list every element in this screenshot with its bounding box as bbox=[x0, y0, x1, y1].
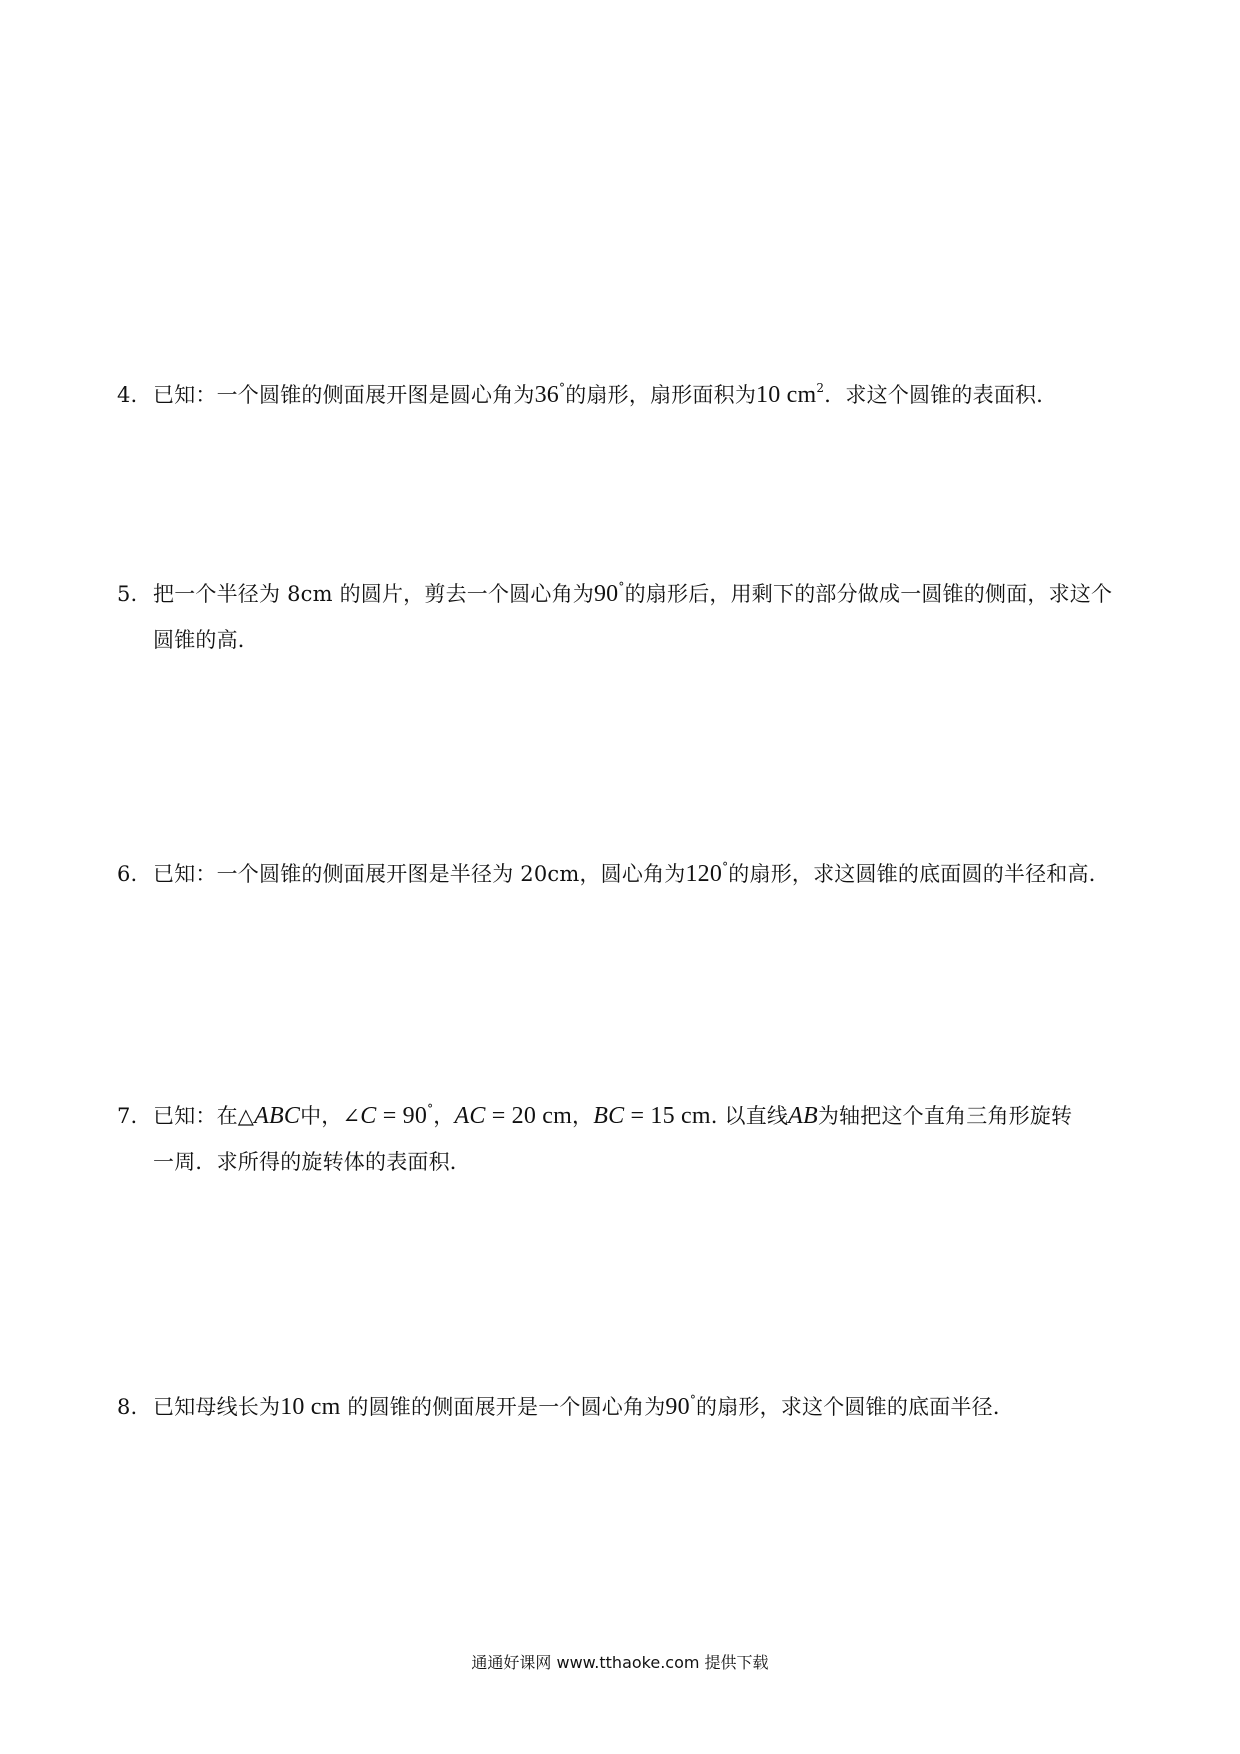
problem-text: 中，∠ bbox=[300, 1104, 361, 1128]
problem-number: 7. bbox=[117, 1104, 138, 1128]
problem-7-line-2: 一周．求所得的旋转体的表面积． bbox=[153, 1150, 471, 1174]
problem-4-line-1 bbox=[117, 372, 1137, 418]
problem-number: 5. bbox=[117, 582, 138, 606]
bc-equation: = 15 cm bbox=[624, 1103, 711, 1129]
unit: cm bbox=[786, 382, 817, 408]
angle-value: 120 bbox=[685, 861, 723, 887]
problem-text: 已知：在△ bbox=[153, 1104, 255, 1128]
problem-text: 的圆锥的侧面展开是一个圆心角为 bbox=[340, 1395, 666, 1419]
problem-text: 的扇形，求这圆锥的底面圆的半径和高． bbox=[728, 862, 1110, 886]
problem-5-line-2: 圆锥的高． bbox=[153, 628, 259, 652]
degree-sign: ° bbox=[689, 1393, 697, 1407]
problem-text: 的扇形，扇形面积为 bbox=[565, 383, 757, 407]
problem-text: ， bbox=[572, 1104, 594, 1128]
segment-bc: BC bbox=[593, 1103, 625, 1129]
angle-value: 90 bbox=[593, 581, 619, 607]
problem-8 bbox=[117, 1384, 1137, 1430]
problem-text: 已知母线长为 bbox=[153, 1395, 281, 1419]
degree-sign: ° bbox=[618, 580, 625, 594]
problem-4 bbox=[117, 372, 1137, 418]
problem-text: ， bbox=[433, 1104, 455, 1128]
segment-ab: AB bbox=[788, 1103, 818, 1129]
degree-sign: ° bbox=[559, 381, 566, 395]
problem-number: 4. bbox=[117, 383, 138, 407]
ac-equation: = 20 cm bbox=[485, 1103, 573, 1129]
problem-text: ．求这个圆锥的表面积． bbox=[824, 383, 1058, 407]
problem-6-line-1 bbox=[117, 851, 1137, 897]
square-exponent: 2 bbox=[816, 381, 825, 395]
segment-ac: AC bbox=[454, 1103, 486, 1129]
problem-text: 为轴把这个直角三角形旋转 bbox=[817, 1104, 1073, 1128]
problem-7-line-1 bbox=[117, 1093, 1137, 1139]
triangle-label: ABC bbox=[254, 1103, 301, 1129]
problem-8-line-1 bbox=[117, 1384, 1137, 1430]
area-value: 10 bbox=[756, 382, 781, 408]
problem-text: 的扇形，求这个圆锥的底面半径． bbox=[696, 1395, 1015, 1419]
problem-number: 8. bbox=[117, 1395, 138, 1419]
degree-sign: ° bbox=[722, 860, 729, 874]
problem-number: 6. bbox=[117, 862, 138, 886]
problem-text: 把一个半径为 8cm 的圆片，剪去一个圆心角为 bbox=[153, 582, 594, 606]
angle-equation: = 90 bbox=[376, 1103, 428, 1129]
problem-text: 已知：一个圆锥的侧面展开图是圆心角为 bbox=[153, 383, 535, 407]
download-footer: 通通好课网 www.tthaoke.com 提供下载 bbox=[471, 1653, 769, 1672]
problem-text: 的扇形后，用剩下的部分做成一圆锥的侧面，求这个 bbox=[624, 582, 1113, 606]
length-value: 10 cm bbox=[280, 1394, 341, 1420]
angle-value: 36 bbox=[534, 382, 560, 408]
problem-7 bbox=[117, 1093, 1137, 1185]
angle-value: 90 bbox=[665, 1394, 690, 1420]
degree-sign: ° bbox=[427, 1102, 434, 1116]
problem-5 bbox=[117, 571, 1137, 663]
problem-6 bbox=[117, 851, 1137, 897]
problem-5-line-1 bbox=[117, 571, 1137, 617]
problem-text: 已知：一个圆锥的侧面展开图是半径为 20cm，圆心角为 bbox=[153, 862, 686, 886]
angle-label: C bbox=[360, 1103, 377, 1129]
problem-text: . 以直线 bbox=[710, 1104, 789, 1128]
